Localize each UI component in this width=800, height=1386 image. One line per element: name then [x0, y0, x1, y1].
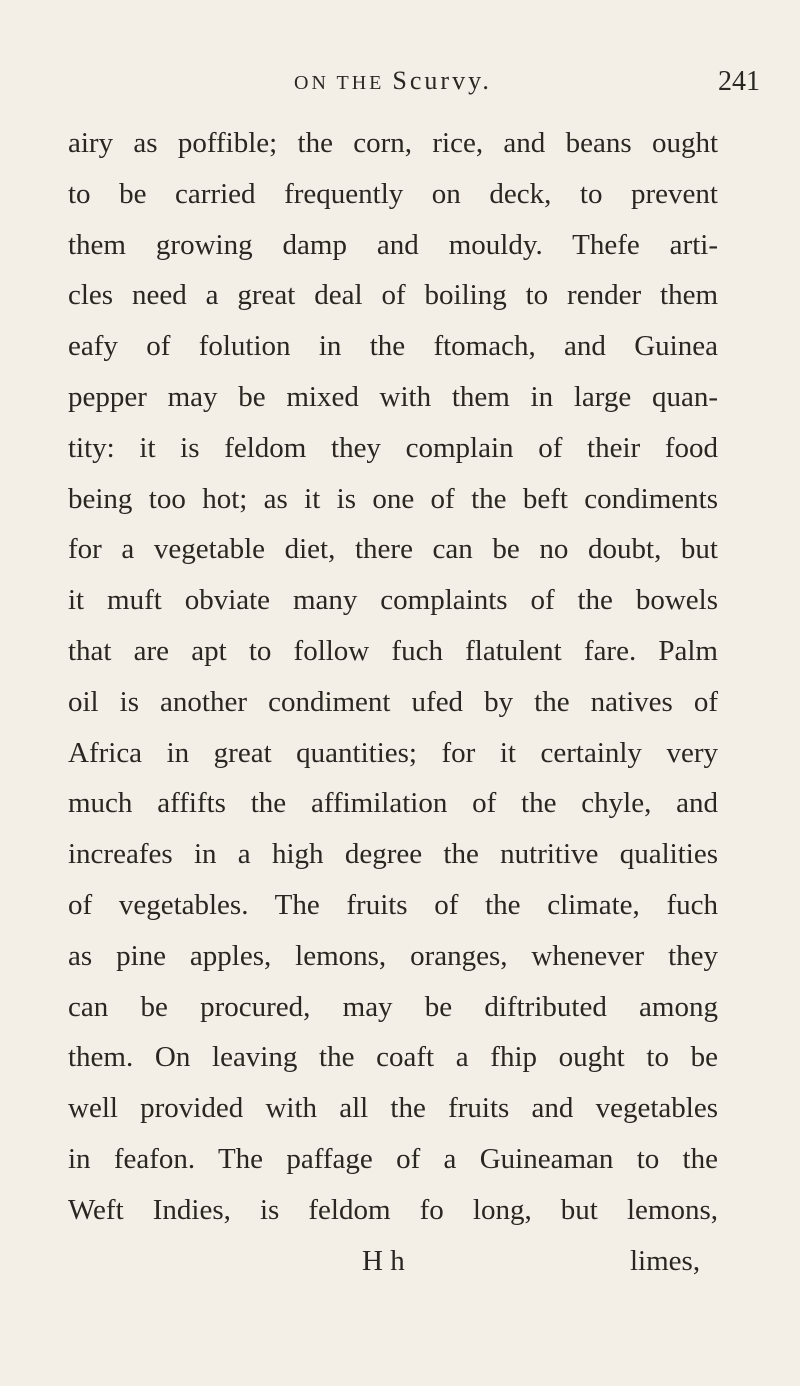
- text-line: well provided with all the fruits and vegetables: [68, 1092, 718, 1125]
- running-title-prefix: ON THE: [294, 72, 393, 94]
- catchword: limes,: [630, 1245, 701, 1277]
- text-line: much affifts the affimilation of the chyle, and: [68, 787, 718, 820]
- text-line: that are apt to follow fuch flatulent fare. Palm: [68, 634, 718, 667]
- text-line: to be carried frequently on deck, to prevent: [68, 177, 718, 210]
- text-line: tity: it is feldom they complain of their food: [68, 431, 718, 464]
- text-line: of vegetables. The fruits of the climate, fuch: [68, 888, 718, 921]
- text-line: can be procured, may be diftributed among: [68, 990, 718, 1023]
- text-line: Weft Indies, is feldom fo long, but lemons,: [68, 1193, 718, 1226]
- body-text: [68, 118, 718, 1236]
- signature-mark: H h: [362, 1245, 405, 1277]
- text-line: eafy of folution in the ftomach, and Guinea: [68, 330, 718, 363]
- text-line: it muft obviate many complaints of the bowels: [68, 584, 718, 617]
- text-line: airy as poffible; the corn, rice, and beans ought: [68, 127, 718, 159]
- text-line: increafes in a high degree the nutritive qualities: [68, 838, 718, 871]
- running-head: [0, 66, 800, 106]
- text-line: them. On leaving the coaft a fhip ought to be: [68, 1041, 718, 1074]
- text-line: cles need a great deal of boiling to render them: [68, 279, 718, 312]
- catch-line: [0, 1245, 800, 1291]
- running-title-main: Scurvy.: [392, 66, 492, 95]
- text-line: being too hot; as it is one of the beft condiments: [68, 482, 718, 515]
- text-line: in feafon. The paffage of a Guineaman to the: [68, 1142, 718, 1175]
- text-line: as pine apples, lemons, oranges, whenever they: [68, 939, 718, 972]
- text-line: pepper may be mixed with them in large quan-: [68, 380, 718, 413]
- text-line: for a vegetable diet, there can be no doubt, but: [68, 533, 718, 566]
- text-line: oil is another condiment ufed by the natives of: [68, 685, 718, 718]
- page-number: 241: [718, 66, 760, 97]
- text-line: them growing damp and mouldy. Thefe arti-: [68, 228, 718, 261]
- running-title: [294, 66, 492, 96]
- text-line: Africa in great quantities; for it certainly very: [68, 736, 718, 769]
